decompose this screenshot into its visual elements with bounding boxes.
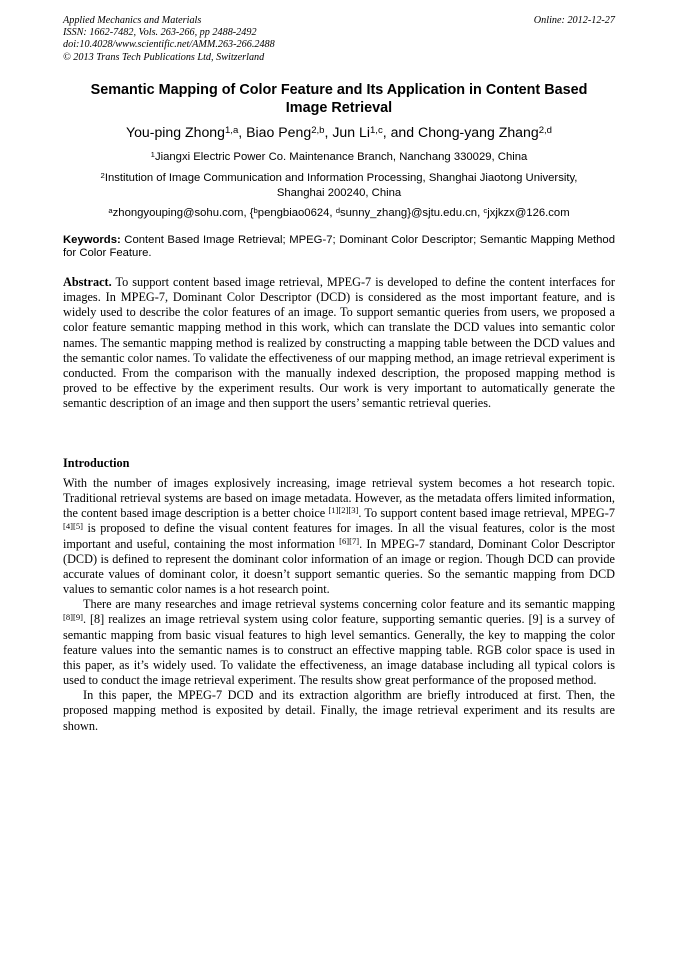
email-text: jxjkzx@126.com <box>487 207 570 219</box>
affiliation-mark: 2 <box>100 170 105 180</box>
journal-header <box>63 15 275 64</box>
affiliation-text: Institution of Image Communication and Information Processing, Shanghai Jiaotong University, <box>104 172 578 184</box>
author-affiliation-mark: 1,c <box>369 124 383 136</box>
author-affiliation-mark: 2,d <box>538 124 553 136</box>
email-mark: d <box>335 205 340 215</box>
title-line-1: Semantic Mapping of Color Feature and Its Application in Content Based <box>90 82 588 98</box>
author-affiliation-mark: 2,b <box>311 124 325 136</box>
journal-name: Applied Mechanics and Materials <box>63 15 202 26</box>
doi-line: doi:10.4028/www.scientific.net/AMM.263-266.2488 <box>63 39 275 51</box>
section-heading-introduction: Introduction <box>63 456 130 470</box>
author-affiliation-mark: 1,a <box>224 124 239 136</box>
author-emails <box>70 206 608 221</box>
abstract-label: Abstract. <box>63 275 112 289</box>
paragraph-text: is proposed to define the visual content features for images. In all the visual features, color is the most important and useful, containing the most information <box>63 521 615 551</box>
paper-title <box>63 82 615 117</box>
paragraph-text: . [8] realizes an image retrieval system using color feature, supporting semantic queries. [9] is a survey of semantic mapping from basic visual features to high level semantics. Generally, the key to mapping the color feature values into the semantic names is to construct an effective mapping table. RGB color space is used in this paper, as it’s widely used. To validate the effectiveness, an image database including all typical colors is used to conduct the image retrieval experiment. The results show great performance of the proposed method. <box>63 612 615 688</box>
keywords-text: Content Based Image Retrieval; MPEG-7; Dominant Color Descriptor; Semantic Mapping Method for Color Feature. <box>63 234 615 260</box>
author-separator: , <box>324 124 333 140</box>
email-mark: b <box>253 205 258 215</box>
author-separator: , and <box>382 124 419 140</box>
paragraph-text: . In MPEG-7 standard, Dominant Color Descriptor (DCD) is defined to represent the dominant color information of an image or region. Though DCD can provide accurate values of dominant color, it doesn’t support semantic queries. So the semantic mapping from DCD values to semantic color names is a hot research point. <box>63 536 615 597</box>
author-name: You-ping Zhong <box>125 124 225 140</box>
abstract-text: To support content based image retrieval, MPEG-7 is developed to define the content interfaces for images. In MPEG-7, Dominant Color Descriptor (DCD) is considered as the most important feature, and is widely used to describe the color features of an image. To support semantic queries from users, we proposed a color feature semantic mapping method in this work, which can translate the DCD values into semantic color names. The semantic mapping method is realized by constructing a mapping table between the DCD values and the semantic color names. To validate the effectiveness of our mapping method, an image retrieval experiment is conducted. From the comparison with the manually indexed description, the proposed mapping method is proved to be effective by the experiment results. Our work is very important to automatically generate the semantic description of an image and then support the users’ semantic retrieval queries. <box>63 275 615 411</box>
email-text: sunny_zhang}@sjtu.edu.cn, <box>339 207 484 219</box>
citation: [6][7] <box>339 535 360 546</box>
paragraph: In this paper, the MPEG-7 DCD and its extraction algorithm are briefly introduced at first. Then, the proposed mapping method is exposited by detail. Finally, the image retrieval experiment and its results are shown. <box>63 688 615 733</box>
paragraph-text: There are many researches and image retrieval systems concerning color feature and its semantic mapping <box>83 597 615 612</box>
affiliation-1 <box>70 150 608 165</box>
paragraph-text: With the number of images explosively increasing, image retrieval system becomes a hot research topic. Traditional retrieval systems are based on image metadata. However, as the metadata offers limited information, the content based image description is a better choice <box>63 476 615 521</box>
abstract <box>63 275 615 411</box>
author-list <box>63 124 615 141</box>
author-name: Chong-yang Zhang <box>418 124 539 140</box>
paragraph <box>63 476 615 597</box>
citation: [4][5] <box>63 520 83 531</box>
author-name: Biao Peng <box>246 124 312 140</box>
citation: [1][2][3] <box>328 505 359 516</box>
issn-line: ISSN: 1662-7482, Vols. 263-266, pp 2488-2492 <box>63 27 257 39</box>
author-separator: , <box>238 124 247 140</box>
paragraph <box>63 597 615 688</box>
email-mark: a <box>108 205 113 215</box>
copyright-line: © 2013 Trans Tech Publications Ltd, Switzerland <box>63 51 265 63</box>
citation: [8][9] <box>63 611 83 622</box>
affiliation-2 <box>70 171 608 200</box>
keywords-label: Keywords: <box>63 234 121 246</box>
online-date: Online: 2012-12-27 <box>533 15 615 26</box>
author-name: Jun Li <box>332 124 370 140</box>
introduction-body <box>63 476 615 734</box>
affiliation-mark: 1 <box>150 149 155 159</box>
affiliation-text: Shanghai 200240, China <box>276 186 402 199</box>
affiliation-text: Jiangxi Electric Power Co. Maintenance Branch, Nanchang 330029, China <box>154 151 528 163</box>
email-mark: c <box>483 205 488 215</box>
email-text: pengbiao0624, <box>257 207 336 219</box>
keywords <box>63 234 615 260</box>
paragraph-text: . To support content based image retrieval, MPEG-7 <box>358 506 615 521</box>
email-text: zhongyouping@sohu.com, { <box>112 207 254 219</box>
title-line-2: Image Retrieval <box>285 99 393 116</box>
